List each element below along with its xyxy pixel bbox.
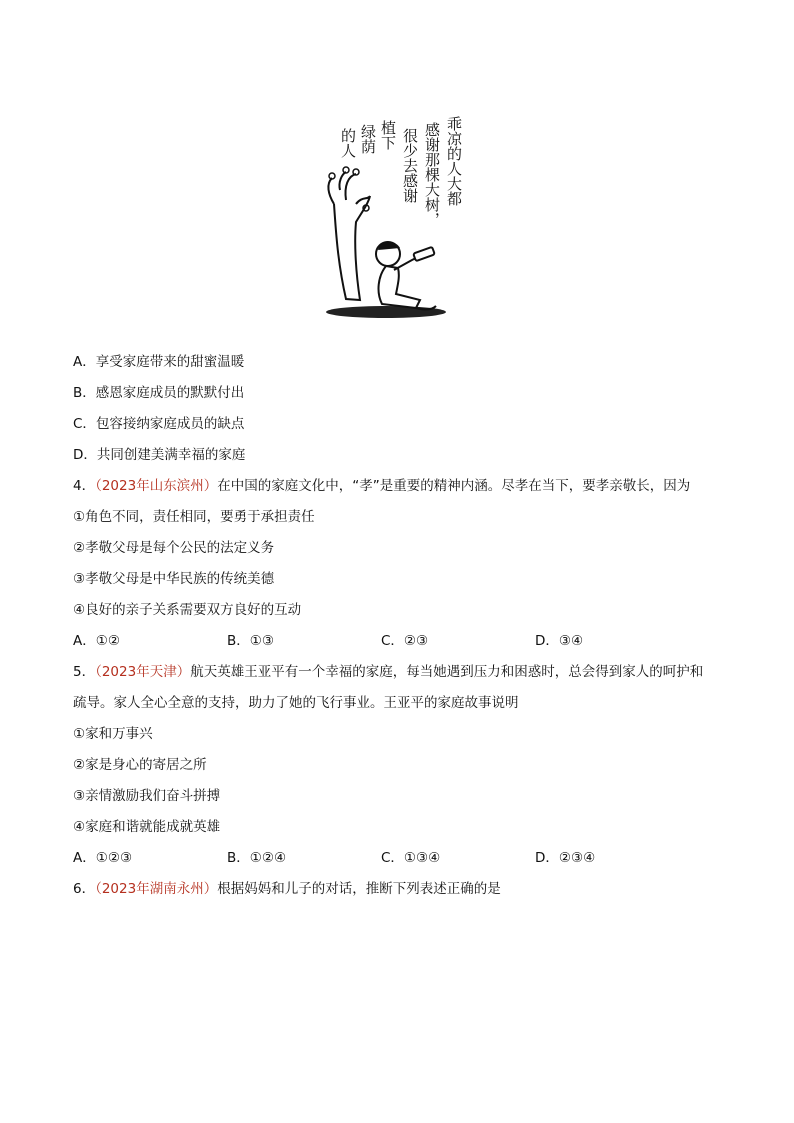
- q3-option-b: B．感恩家庭成员的默默付出: [73, 385, 245, 401]
- q4-statement: ①角色不同，责任相同，要勇于承担责任: [73, 509, 315, 525]
- cartoon-text-col-1: 乖凉的人大都: [445, 116, 463, 206]
- q5-statement: ③亲情激励我们奋斗拼搏: [73, 788, 221, 804]
- q5-stem-line1: [73, 663, 703, 681]
- q4-statement: ②孝敬父母是每个公民的法定义务: [73, 540, 275, 556]
- q4-statement: ③孝敬父母是中华民族的传统美德: [73, 571, 275, 587]
- cartoon-text-col-2: 感谢那棵大树，: [423, 122, 441, 227]
- tree-shadow: [326, 306, 446, 318]
- q6-number: 6．: [73, 881, 96, 897]
- cartoon-text-col-4: 植下: [379, 120, 397, 150]
- tree-trunk: [334, 196, 370, 300]
- q3-option-c: C．包容接纳家庭成员的缺点: [73, 416, 245, 432]
- cartoon-text-col-5: 绿荫: [359, 124, 377, 154]
- q3-option-a: A．享受家庭带来的甜蜜温暖: [73, 354, 245, 370]
- q5-statement: ②家是身心的寄居之所: [73, 757, 207, 773]
- q5-source: （2023年天津）: [95, 664, 191, 680]
- q5-stem-text: 航天英雄王亚平有一个幸福的家庭，每当她遇到压力和困惑时，总会得到家人的呵护和: [190, 664, 704, 680]
- q6-stem-text: 根据妈妈和儿子的对话，推断下列表述正确的是: [217, 881, 501, 897]
- sitting-person: [376, 242, 436, 309]
- q4-source: （2023年山东滨州）: [95, 478, 218, 494]
- q4-stem: [73, 477, 690, 495]
- cartoon-text-col-3: 很少去感谢: [401, 128, 419, 203]
- q5-choice-b: B．①②④: [227, 850, 287, 866]
- cartoon-illustration: [316, 104, 476, 332]
- q4-statement: ④良好的亲子关系需要双方良好的互动: [73, 602, 302, 618]
- q4-stem-text: 在中国的家庭文化中，“孝”是重要的精神内涵。尽孝在当下，要孝亲敬长，因为: [217, 478, 691, 494]
- q5-choice-d: D．②③④: [535, 850, 596, 866]
- q5-statement: ①家和万事兴: [73, 726, 153, 742]
- q3-option-d: D．共同创建美满幸福的家庭: [73, 447, 246, 463]
- q5-choice-c: C．①③④: [381, 850, 441, 866]
- q6-source: （2023年湖南永州）: [95, 881, 218, 897]
- q5-choice-a: A．①②③: [73, 850, 133, 866]
- q4-choice-a: A．①②: [73, 633, 120, 649]
- q4-number: 4．: [73, 478, 96, 494]
- q5-stem-line2: 疏导。家人全心全意的支持，助力了她的飞行事业。王亚平的家庭故事说明: [73, 695, 519, 711]
- cartoon-text-col-6: 的人: [339, 128, 357, 158]
- q4-choice-d: D．③④: [535, 633, 584, 649]
- q5-number: 5．: [73, 664, 96, 680]
- q5-statement: ④家庭和谐就能成就英雄: [73, 819, 221, 835]
- q4-choice-c: C．②③: [381, 633, 429, 649]
- q4-choice-b: B．①③: [227, 633, 274, 649]
- q6-stem: [73, 880, 501, 898]
